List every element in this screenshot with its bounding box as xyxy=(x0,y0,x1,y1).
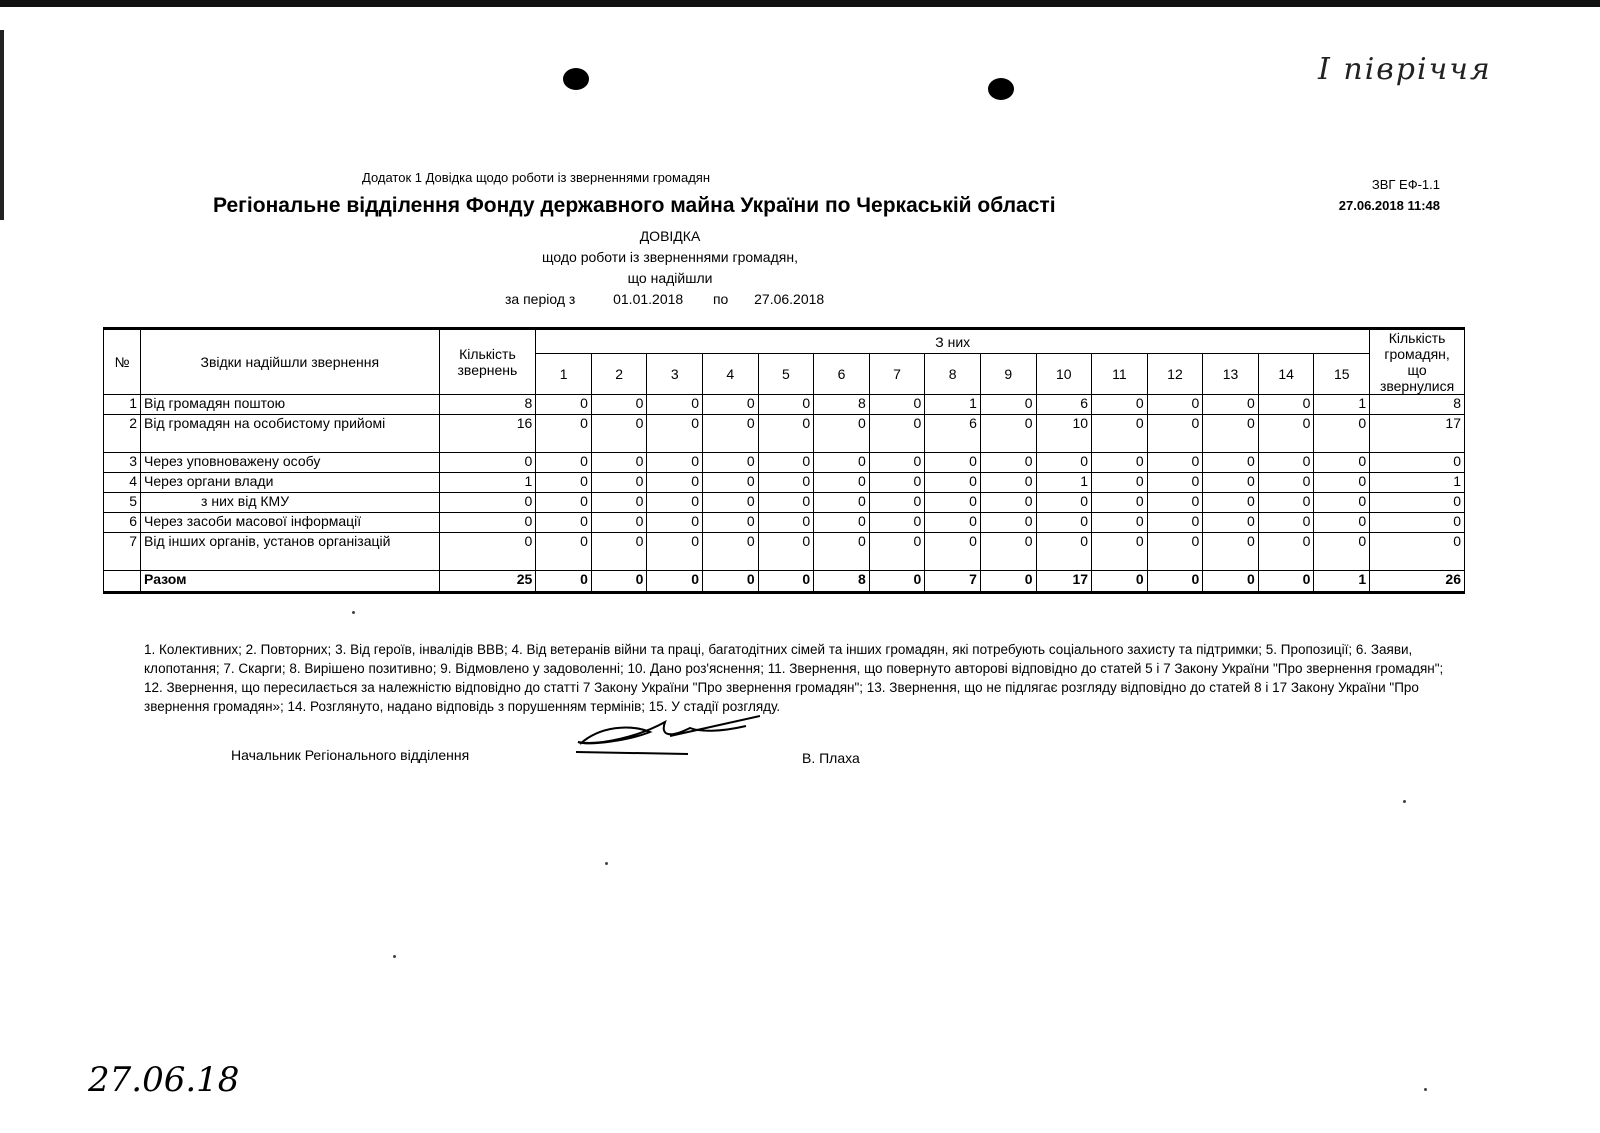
row-count: 1 xyxy=(439,473,536,493)
table-row xyxy=(104,415,1465,453)
bottom-handwriting xyxy=(88,1060,239,1100)
row-value: 0 xyxy=(1314,473,1370,493)
doc-subtitle-1: щодо роботи із зверненнями громадян, xyxy=(542,249,798,265)
row-value: 0 xyxy=(591,415,647,453)
row-value: 0 xyxy=(758,415,814,453)
row-value: 0 xyxy=(1147,571,1203,593)
row-value: 0 xyxy=(703,415,759,453)
period-line xyxy=(505,291,1105,307)
subheader-col: 6 xyxy=(814,354,870,395)
row-count: 0 xyxy=(439,533,536,571)
row-number: 2 xyxy=(104,415,141,453)
row-value: 0 xyxy=(536,493,592,513)
doc-title: ДОВІДКА xyxy=(639,228,701,244)
row-value: 6 xyxy=(1036,395,1092,415)
row-value: 0 xyxy=(869,533,925,571)
row-value: 0 xyxy=(591,453,647,473)
row-value: 0 xyxy=(591,571,647,593)
scan-speck xyxy=(393,955,396,958)
row-value: 0 xyxy=(647,395,703,415)
table-row xyxy=(104,513,1465,533)
subheader-col: 5 xyxy=(758,354,814,395)
row-value: 0 xyxy=(1092,453,1148,473)
row-value: 0 xyxy=(1258,395,1314,415)
row-value: 0 xyxy=(591,395,647,415)
row-value: 0 xyxy=(1203,493,1259,513)
row-value: 0 xyxy=(869,571,925,593)
row-value: 0 xyxy=(1203,513,1259,533)
row-source: Від громадян поштою xyxy=(141,395,440,415)
row-source: Від інших органів, установ організацій xyxy=(141,533,440,571)
row-value: 0 xyxy=(980,395,1036,415)
row-value: 17 xyxy=(1036,571,1092,593)
total-row xyxy=(104,571,1465,593)
row-value: 0 xyxy=(925,533,981,571)
row-value: 0 xyxy=(925,453,981,473)
row-value: 1 xyxy=(1314,395,1370,415)
row-count: 0 xyxy=(439,513,536,533)
row-value: 0 xyxy=(647,533,703,571)
row-value: 0 xyxy=(814,453,870,473)
row-value: 7 xyxy=(925,571,981,593)
table-row xyxy=(104,395,1465,415)
row-value: 0 xyxy=(869,453,925,473)
row-source: Через органи влади xyxy=(141,473,440,493)
row-value: 0 xyxy=(1147,493,1203,513)
appendix-line: Додаток 1 Довідка щодо роботи із зверненнями громадян xyxy=(362,170,711,185)
period-from-label: за період з xyxy=(505,291,576,307)
row-value: 0 xyxy=(1147,453,1203,473)
form-datetime: 27.06.2018 11:48 xyxy=(1338,198,1440,213)
row-value: 0 xyxy=(1203,395,1259,415)
bottom-handwriting-text: 27.06.18 xyxy=(88,1060,240,1100)
row-value: 0 xyxy=(1203,571,1259,593)
row-value: 0 xyxy=(647,493,703,513)
row-value: 0 xyxy=(647,453,703,473)
row-value: 0 xyxy=(758,571,814,593)
signature-mark xyxy=(570,706,760,764)
row-value: 0 xyxy=(758,513,814,533)
scan-speck xyxy=(1424,1088,1427,1091)
row-value: 1 xyxy=(1036,473,1092,493)
row-value: 0 xyxy=(1092,415,1148,453)
row-value: 0 xyxy=(703,533,759,571)
table-row xyxy=(104,453,1465,473)
row-value: 0 xyxy=(703,453,759,473)
row-value: 0 xyxy=(1092,473,1148,493)
row-value: 0 xyxy=(703,571,759,593)
row-value: 0 xyxy=(1036,533,1092,571)
row-value: 0 xyxy=(703,473,759,493)
period-to-date: 27.06.2018 xyxy=(754,291,825,307)
row-value: 0 xyxy=(758,395,814,415)
row-count: 0 xyxy=(439,453,536,473)
table-row xyxy=(104,533,1465,571)
row-value: 0 xyxy=(758,473,814,493)
row-value: 0 xyxy=(591,473,647,493)
scan-speck xyxy=(605,862,608,865)
row-value: 0 xyxy=(1203,415,1259,453)
row-value: 0 xyxy=(647,513,703,533)
row-value: 0 xyxy=(591,513,647,533)
row-value: 8 xyxy=(814,571,870,593)
subheader-col: 13 xyxy=(1203,354,1259,395)
row-value: 0 xyxy=(1036,493,1092,513)
row-count: 25 xyxy=(439,571,536,593)
row-value: 6 xyxy=(925,415,981,453)
row-value: 0 xyxy=(869,415,925,453)
row-value: 0 xyxy=(536,415,592,453)
row-value: 0 xyxy=(1314,493,1370,513)
row-source: Від громадян на особистому прийомі xyxy=(141,415,440,453)
row-value: 0 xyxy=(1203,473,1259,493)
row-value: 0 xyxy=(536,395,592,415)
header-citizens: Кількість громадян, що звернулися xyxy=(1370,329,1465,395)
subheader-col: 10 xyxy=(1036,354,1092,395)
row-value: 0 xyxy=(536,473,592,493)
subheader-col: 9 xyxy=(980,354,1036,395)
row-value: 0 xyxy=(703,493,759,513)
row-count: 0 xyxy=(439,493,536,513)
row-value: 0 xyxy=(1147,415,1203,453)
doc-subtitle-2: що надійшли xyxy=(627,270,713,286)
header-count: Кількість звернень xyxy=(439,329,536,395)
row-citizens: 17 xyxy=(1370,415,1465,453)
row-number: 7 xyxy=(104,533,141,571)
row-citizens: 0 xyxy=(1370,513,1465,533)
row-value: 0 xyxy=(1147,533,1203,571)
row-number: 4 xyxy=(104,473,141,493)
row-value: 0 xyxy=(1092,395,1148,415)
subheader-col: 15 xyxy=(1314,354,1370,395)
row-value: 0 xyxy=(980,533,1036,571)
punch-hole-right xyxy=(988,78,1014,100)
row-value: 0 xyxy=(1314,453,1370,473)
row-value: 0 xyxy=(1203,453,1259,473)
row-value: 0 xyxy=(1314,533,1370,571)
row-number: 5 xyxy=(104,493,141,513)
row-value: 0 xyxy=(980,571,1036,593)
table-row xyxy=(104,493,1465,513)
signature-position: Начальник Регіонального відділення xyxy=(231,747,470,763)
row-value: 10 xyxy=(1036,415,1092,453)
row-value: 0 xyxy=(536,453,592,473)
row-value: 0 xyxy=(536,533,592,571)
row-value: 0 xyxy=(1314,513,1370,533)
row-value: 0 xyxy=(1258,415,1314,453)
row-value: 0 xyxy=(1036,513,1092,533)
row-value: 0 xyxy=(1147,513,1203,533)
row-value: 0 xyxy=(591,533,647,571)
row-citizens: 26 xyxy=(1370,571,1465,593)
row-value: 0 xyxy=(925,493,981,513)
row-citizens: 1 xyxy=(1370,473,1465,493)
subheader-col: 12 xyxy=(1147,354,1203,395)
row-value: 0 xyxy=(1036,453,1092,473)
header-no: № xyxy=(104,329,141,395)
row-value: 0 xyxy=(536,571,592,593)
row-citizens: 0 xyxy=(1370,533,1465,571)
row-value: 0 xyxy=(1258,571,1314,593)
row-value: 0 xyxy=(758,453,814,473)
subheader-col: 3 xyxy=(647,354,703,395)
subheader-col: 4 xyxy=(703,354,759,395)
row-value: 0 xyxy=(869,395,925,415)
row-value: 0 xyxy=(814,513,870,533)
row-number: 3 xyxy=(104,453,141,473)
row-value: 0 xyxy=(647,415,703,453)
row-value: 0 xyxy=(1147,473,1203,493)
row-value: 0 xyxy=(1314,415,1370,453)
scan-left-edge xyxy=(0,30,4,220)
row-value: 0 xyxy=(1258,453,1314,473)
row-value: 0 xyxy=(591,493,647,513)
row-source: з них від КМУ xyxy=(141,493,440,513)
row-number: 6 xyxy=(104,513,141,533)
row-value: 0 xyxy=(703,513,759,533)
row-value: 0 xyxy=(1092,513,1148,533)
row-value: 0 xyxy=(925,473,981,493)
row-citizens: 0 xyxy=(1370,453,1465,473)
row-number xyxy=(104,571,141,593)
row-value: 0 xyxy=(980,473,1036,493)
report-table xyxy=(103,327,1465,594)
subheader-col: 8 xyxy=(925,354,981,395)
row-value: 0 xyxy=(703,395,759,415)
period-from-date: 01.01.2018 xyxy=(613,291,684,307)
row-value: 1 xyxy=(925,395,981,415)
row-citizens: 0 xyxy=(1370,493,1465,513)
row-source: Через засоби масової інформації xyxy=(141,513,440,533)
row-value: 0 xyxy=(814,473,870,493)
signature-name: В. Плаха xyxy=(802,750,860,766)
row-value: 0 xyxy=(758,533,814,571)
header-source: Звідки надійшли звернення xyxy=(141,329,440,395)
subheader-col: 2 xyxy=(591,354,647,395)
row-value: 0 xyxy=(869,493,925,513)
row-value: 8 xyxy=(814,395,870,415)
row-value: 0 xyxy=(980,493,1036,513)
row-value: 1 xyxy=(1314,571,1370,593)
scan-speck xyxy=(1403,800,1406,803)
row-value: 0 xyxy=(1258,493,1314,513)
form-code: ЗВГ ЕФ-1.1 xyxy=(1371,177,1440,192)
row-value: 0 xyxy=(1092,493,1148,513)
row-value: 0 xyxy=(814,415,870,453)
row-value: 0 xyxy=(1092,533,1148,571)
row-count: 8 xyxy=(439,395,536,415)
organization-title: Регіональне відділення Фонду державного майна України по Черкаській області xyxy=(213,194,1056,217)
row-value: 0 xyxy=(925,513,981,533)
row-value: 0 xyxy=(536,513,592,533)
row-value: 0 xyxy=(1147,395,1203,415)
row-value: 0 xyxy=(1258,473,1314,493)
row-source: Через уповноважену особу xyxy=(141,453,440,473)
row-value: 0 xyxy=(814,493,870,513)
punch-hole-left xyxy=(563,68,589,90)
row-value: 0 xyxy=(647,473,703,493)
row-value: 0 xyxy=(1203,533,1259,571)
subheader-col: 14 xyxy=(1258,354,1314,395)
row-value: 0 xyxy=(980,513,1036,533)
row-value: 0 xyxy=(980,453,1036,473)
row-value: 0 xyxy=(1092,571,1148,593)
handwritten-note: I півріччя xyxy=(1318,52,1492,87)
row-value: 0 xyxy=(647,571,703,593)
row-value: 0 xyxy=(980,415,1036,453)
scan-top-edge xyxy=(0,0,1600,7)
row-source: Разом xyxy=(141,571,440,593)
row-value: 0 xyxy=(1258,513,1314,533)
header-group: З них xyxy=(536,329,1370,354)
row-value: 0 xyxy=(869,513,925,533)
row-number: 1 xyxy=(104,395,141,415)
scan-speck xyxy=(352,611,355,614)
row-value: 0 xyxy=(758,493,814,513)
row-value: 0 xyxy=(869,473,925,493)
row-citizens: 8 xyxy=(1370,395,1465,415)
subheader-col: 7 xyxy=(869,354,925,395)
table-row xyxy=(104,473,1465,493)
row-value: 0 xyxy=(814,533,870,571)
row-count: 16 xyxy=(439,415,536,453)
legend-text: 1. Колективних; 2. Повторних; 3. Від героїв, інвалідів ВВВ; 4. Від ветеранів війни та праці, багатодітних сімей та інших громадян, які потребують соціального захисту та підтримки; 5. Пропозиції; 6. Заяви, клопотання; 7. Скарги; 8. Вирішено позитивно; 9. Відмовлено у задоволенні; 10. Дано роз'яснення; 11. Звернення, що повернуто авторові відповідно до статей 5 і 7 Закону України "Про звернення громадян"; 12. Звернення, що пересилається за належністю відповідно до статті 7 Закону України "Про звернення громадян"; 13. Звернення, що не підлягає розгляду відповідно до статей 8 і 17 Закону України "Про звернення громадян»; 14. Розглянуто, надано відповідь з порушенням термінів; 15. У стадії розгляду. xyxy=(144,642,1444,714)
subheader-col: 11 xyxy=(1092,354,1148,395)
period-to-label: по xyxy=(712,291,729,307)
row-value: 0 xyxy=(1258,533,1314,571)
subheader-col: 1 xyxy=(536,354,592,395)
